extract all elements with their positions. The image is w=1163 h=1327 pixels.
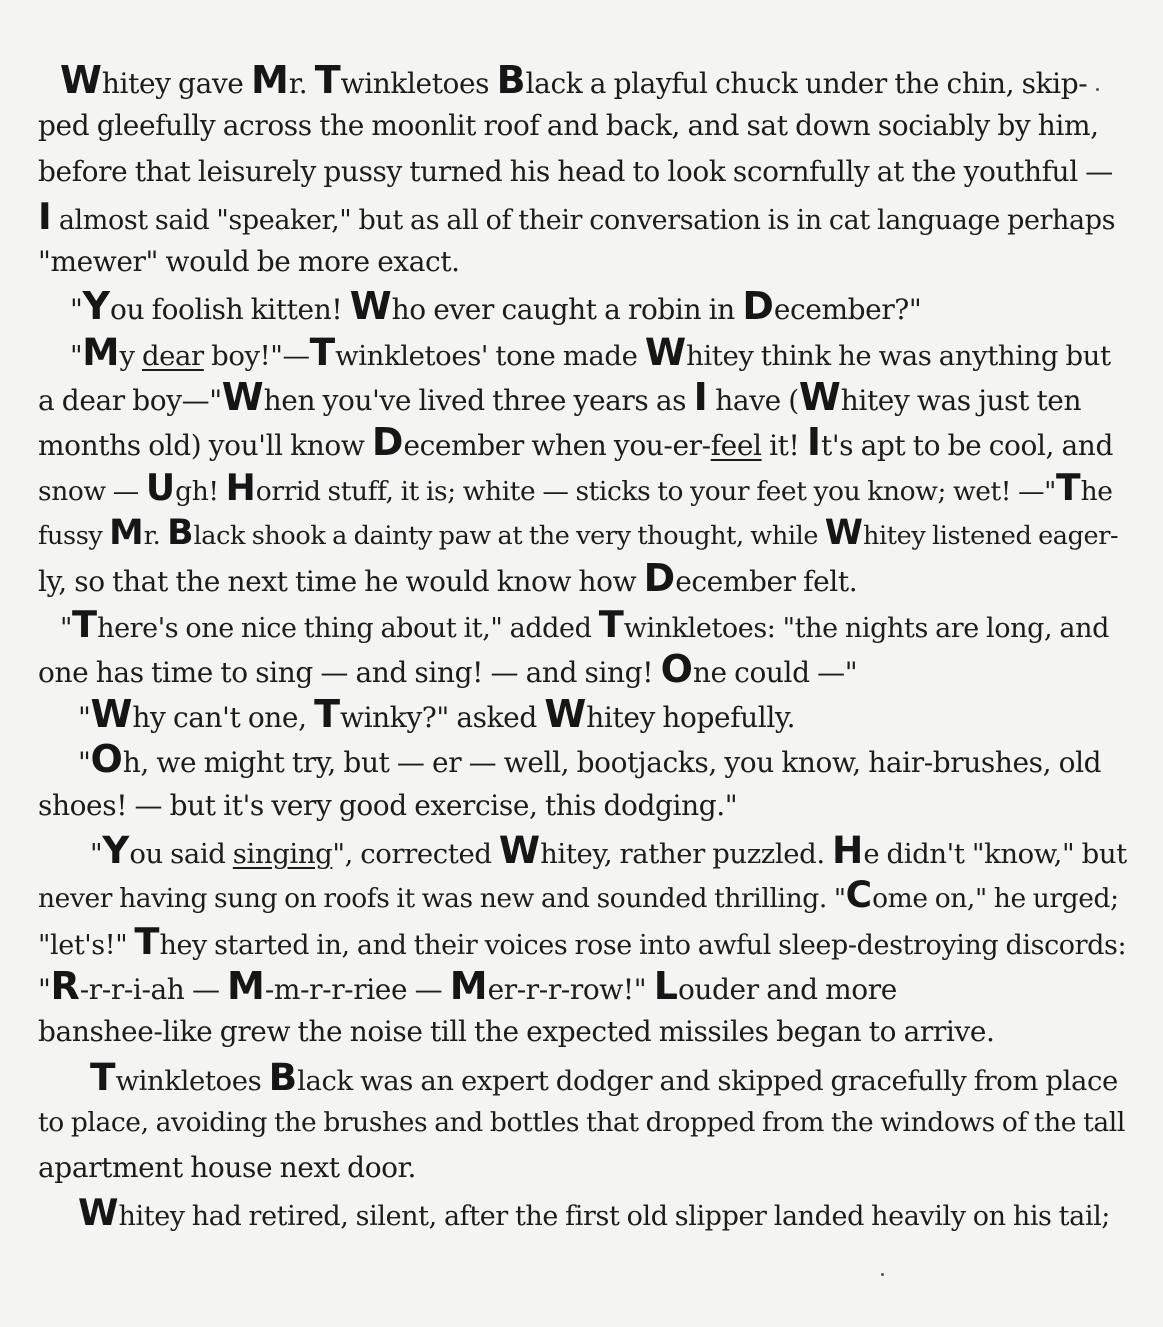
text-run: y [119,339,142,372]
decorative-capital: T [134,919,160,963]
text-run: winky?" asked [340,701,545,735]
decorative-capital: W [90,692,133,737]
text-run: e didn't "know," but [863,838,1127,871]
text-run: "let's!" [38,929,135,961]
text-run: " [70,339,83,372]
text-line [38,1190,1128,1235]
story-text [38,58,1128,1236]
text-run: hitey had retired, silent, after the first old slipper landed heavily on his tail; [118,1201,1111,1233]
text-run: hitey think he was anything but [686,339,1111,372]
text-line [38,737,1128,782]
text-line [38,239,1128,284]
text-run: apartment house next door. [38,1151,417,1185]
text-run: hitey hopefully. [586,701,796,735]
decorative-capital: M [250,58,289,102]
text-line [38,194,1128,239]
text-run: hey started in, and their voices rose into awful sleep-destroying discords: [159,929,1127,961]
decorative-capital: D [371,420,404,465]
text-line [38,964,1128,1009]
decorative-capital: W [78,1191,119,1235]
decorative-capital: T [598,602,624,646]
text-run: banshee-like grew the noise till the expected missiles began to arrive. [38,1015,995,1049]
text-run: r. [143,520,168,551]
text-run: " [90,838,103,871]
text-run: shoes! — but it's very good exercise, this dodging." [38,788,738,822]
decorative-capital: O [660,646,693,691]
decorative-capital: W [644,329,687,374]
text-run: ou said [129,838,233,871]
decorative-capital: R [50,963,80,1008]
text-run: hitey listened eager- [863,520,1119,551]
decorative-capital: T [309,329,336,374]
text-line [38,692,1128,737]
text-run: months old) you'll know [38,429,372,463]
decorative-capital: T [1055,467,1081,509]
text-line [38,828,1128,873]
text-run: hitey gave [101,67,251,100]
decorative-capital: W [349,284,392,329]
text-run: ome on," he urged; [872,883,1119,915]
text-run: " [70,293,83,327]
text-line [38,511,1128,556]
text-run: h, we might try, but — er — well, bootjacks, you know, hair-brushes, old [122,746,1102,780]
text-line [38,919,1128,964]
decorative-capital: M [82,329,120,374]
text-run: ecember?" [773,293,922,327]
decorative-capital: M [449,963,488,1008]
decorative-capital: Y [102,828,130,873]
decorative-capital: H [832,828,864,873]
text-line [38,1055,1128,1100]
ink-speck [881,1273,884,1276]
text-run: " [60,612,73,644]
text-line [38,149,1128,194]
text-run: winkletoes' tone made [335,339,645,372]
text-run: " [38,972,51,1006]
text-run: "mewer" would be more exact. [38,245,460,279]
decorative-capital: B [268,1054,298,1099]
underlined-word: feel [710,429,762,463]
text-run: hitey was just ten [840,384,1082,418]
text-run: he [1080,475,1113,507]
text-run: ", corrected [332,838,499,871]
text-run: have ( [707,384,799,418]
text-run: fussy [38,520,110,551]
text-line [38,103,1128,148]
text-run: ped gleefully across the moonlit roof and back, and sat down sociably by him, [38,109,1099,143]
text-run: winkletoes [340,67,497,100]
decorative-capital: W [60,58,102,102]
text-run: orrid stuff, it is; white — sticks to your feet you know; wet! —" [255,475,1056,507]
decorative-capital: C [845,875,873,917]
ink-speck [1096,88,1099,91]
underlined-word: singing [232,838,333,871]
text-run: snow — [38,475,146,507]
text-line [38,1009,1128,1054]
text-run: one has time to sing — and sing! — and sing! [38,655,661,689]
text-run: a dear boy—" [38,384,222,418]
text-run: ouder and more [677,972,897,1006]
decorative-capital: I [806,420,821,465]
text-line [38,420,1128,465]
text-line [38,330,1128,375]
text-line [38,284,1128,329]
text-run: winkletoes [115,1064,269,1097]
text-run: ho ever caught a robin in [391,293,743,327]
text-run: t's apt to be cool, and [820,429,1113,463]
text-run: here's one nice thing about it," added [97,612,599,644]
decorative-capital: W [824,512,863,553]
text-run: ecember when you-er- [403,429,711,463]
decorative-capital: W [221,375,264,420]
text-line [38,1100,1128,1145]
decorative-capital: D [643,556,676,601]
text-line [38,1145,1128,1190]
text-line [38,375,1128,420]
text-run: ecember felt. [675,565,858,599]
text-run: lack a playful chuck under the chin, skip- [525,67,1088,100]
decorative-capital: I [693,375,708,420]
text-run: lack was an expert dodger and skipped gracefully from place [297,1064,1118,1097]
decorative-capital: W [544,692,587,737]
decorative-capital: D [742,284,774,329]
text-line [38,58,1128,103]
text-run: ou foolish kitten! [110,293,350,327]
text-run: boy!"— [203,339,310,372]
text-run: ly, so that the next time he would know how [38,565,644,599]
decorative-capital: Y [82,284,111,329]
decorative-capital: T [72,602,98,646]
text-line [38,466,1128,511]
text-run: hitey, rather puzzled. [540,838,833,871]
text-run: r. [288,67,315,100]
text-run: gh! [175,475,226,507]
decorative-capital: B [167,512,194,553]
decorative-capital: W [498,828,541,873]
text-run: to place, avoiding the brushes and bottles that dropped from the windows of the tall [38,1106,1125,1138]
text-line [38,783,1128,828]
decorative-capital: T [314,692,340,737]
text-run: " [78,746,91,780]
decorative-capital: T [314,58,341,102]
text-run: winkletoes: "the nights are long, and [623,612,1109,644]
text-run: hy can't one, [132,701,315,735]
text-run: almost said "speaker," but as all of their conversation is in cat language perhaps [51,204,1116,236]
decorative-capital: H [225,467,256,509]
text-run: ne could —" [692,655,858,689]
text-line [38,556,1128,601]
decorative-capital: W [798,375,841,420]
text-run: hen you've lived three years as [263,384,694,418]
text-line [38,647,1128,692]
decorative-capital: L [653,963,678,1008]
decorative-capital: M [227,963,265,1008]
text-line [38,873,1128,918]
text-run: it! [761,429,807,463]
text-run: -r-r-i-ah — [79,972,228,1006]
text-run: " [78,701,91,735]
decorative-capital: O [90,737,123,782]
text-run: before that leisurely pussy turned his head to look scornfully at the youthful — [38,154,1113,188]
decorative-capital: I [38,194,52,238]
decorative-capital: B [496,58,526,102]
decorative-capital: M [109,512,144,553]
text-run: -m-r-r-riee — [264,972,450,1006]
text-line [38,602,1128,647]
decorative-capital: T [90,1054,116,1099]
text-run: lack shook a dainty paw at the very thought, while [193,520,825,551]
underlined-word: dear [141,339,204,372]
decorative-capital: U [145,467,176,509]
text-run: never having sung on roofs it was new and sounded thrilling. " [38,883,846,915]
text-run: er-r-r-row!" [487,972,654,1006]
